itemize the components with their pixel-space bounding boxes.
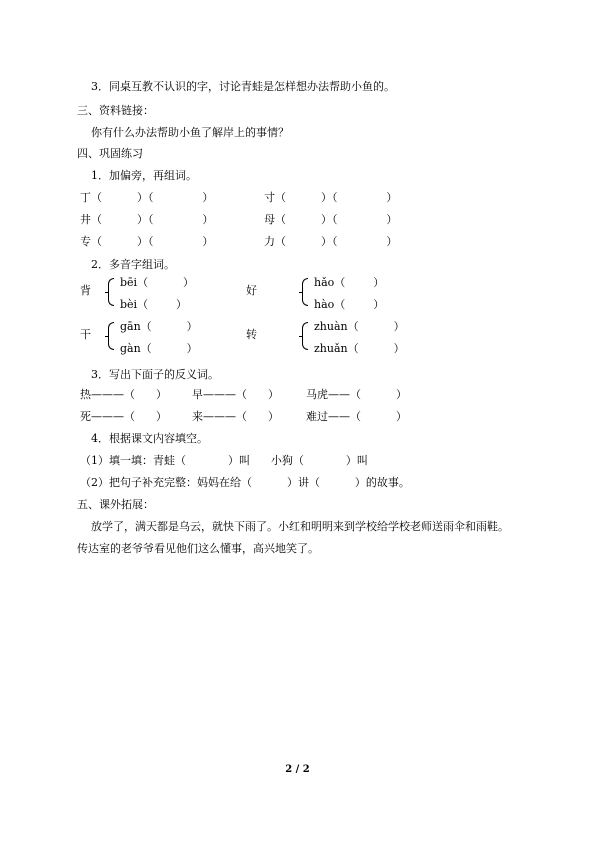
reading: bēi（ ） xyxy=(120,276,195,289)
paragraph-line-2: 传达室的老爷爷看见他们这么懂事，高兴地笑了。 xyxy=(77,542,319,555)
question-3: 3．写出下面子的反义词。 xyxy=(91,368,219,381)
question-1: 1．加偏旁，再组词。 xyxy=(91,169,197,182)
q1-cell: 寸（ ）（ ） xyxy=(264,191,398,204)
page-number: 2 / 2 xyxy=(285,764,310,775)
section-3-question: 你有什么办法帮助小鱼了解岸上的事情？ xyxy=(91,126,289,139)
question-4: 4．根据课文内容填空。 xyxy=(91,432,208,445)
antonym-cell: 马虎——（ ） xyxy=(306,388,407,401)
antonym-cell: 早———（ ） xyxy=(192,388,279,401)
paragraph-line-1: 放学了，满天都是乌云，就快下雨了。小红和明明来到学校给学校老师送雨伞和雨鞋。 xyxy=(91,520,509,533)
polyphone-char: 好 xyxy=(246,284,257,297)
question-4-2: （2）把句子补充完整：妈妈在给（ ）讲（ ）的故事。 xyxy=(80,476,410,489)
section-5-heading: 五、课外拓展： xyxy=(77,498,154,511)
brace xyxy=(108,322,114,350)
antonym-cell: 来———（ ） xyxy=(192,410,279,423)
reading: bèi（ ） xyxy=(120,298,188,311)
antonym-cell: 热———（ ） xyxy=(80,388,167,401)
reading: zhuàn（ ） xyxy=(314,320,405,333)
question-1-grid xyxy=(80,191,440,251)
question-2: 2．多音字组词。 xyxy=(91,258,175,271)
polyphone-char: 干 xyxy=(80,328,91,341)
q1-cell: 母（ ）（ ） xyxy=(264,213,398,226)
q1-cell: 力（ ）（ ） xyxy=(264,235,398,248)
question-4-1: （1）填一填：青蛙（ ）叫 小狗（ ）叫 xyxy=(80,454,368,467)
q1-cell: 井（ ）（ ） xyxy=(80,213,214,226)
reading: gàn（ ） xyxy=(120,342,198,355)
brace xyxy=(108,278,114,306)
reading: gān（ ） xyxy=(120,320,198,333)
reading: zhuǎn（ ） xyxy=(314,342,405,355)
question-2-grid xyxy=(80,276,440,362)
q1-cell: 专（ ）（ ） xyxy=(80,235,214,248)
reading: hǎo（ ） xyxy=(314,276,385,289)
item-3: 3．同桌互教不认识的字，讨论青蛙是怎样想办法帮助小鱼的。 xyxy=(91,80,395,93)
polyphone-char: 背 xyxy=(80,284,91,297)
antonym-cell: 死———（ ） xyxy=(80,410,167,423)
brace xyxy=(302,322,308,350)
reading: hào（ ） xyxy=(314,298,385,311)
section-3-heading: 三、资料链接： xyxy=(77,104,154,117)
question-3-grid xyxy=(80,388,440,428)
polyphone-char: 转 xyxy=(246,328,257,341)
section-4-heading: 四、巩固练习 xyxy=(77,147,143,160)
brace xyxy=(302,278,308,306)
antonym-cell: 难过——（ ） xyxy=(306,410,407,423)
q1-cell: 丁（ ）（ ） xyxy=(80,191,214,204)
